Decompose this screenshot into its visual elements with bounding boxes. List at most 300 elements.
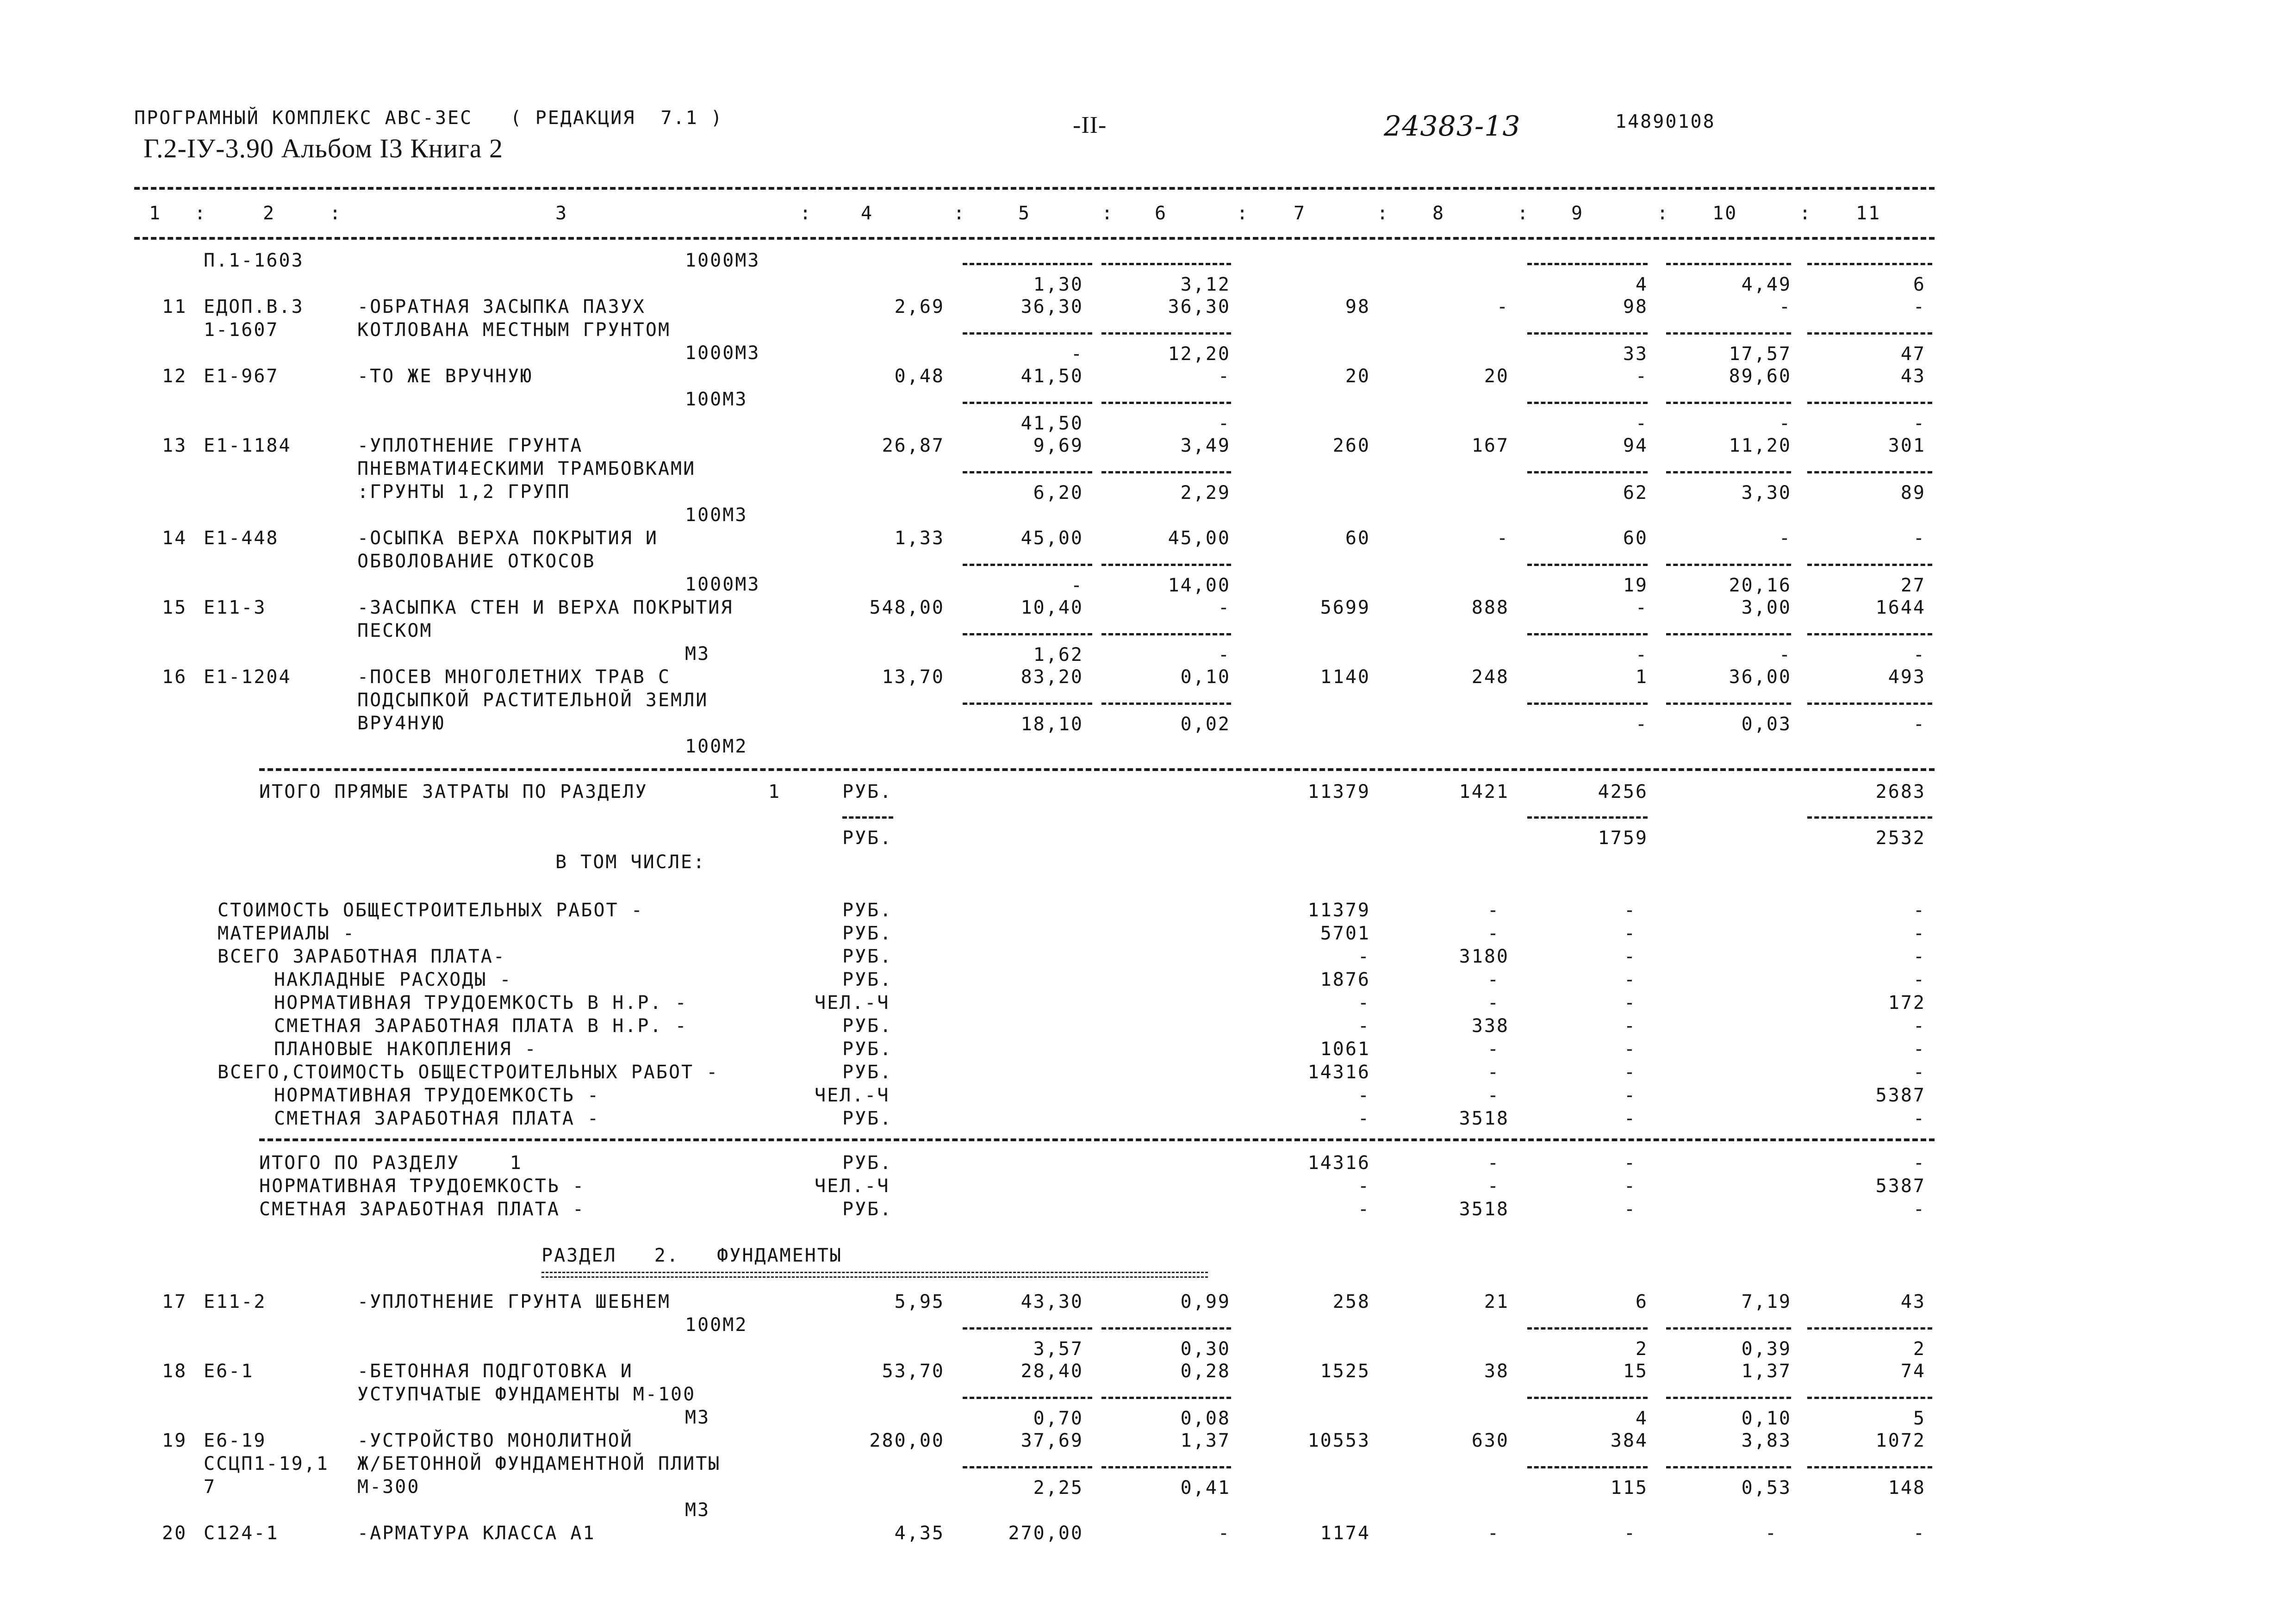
summary-c9: - [1624,900,1636,921]
cell-rule [1807,332,1932,335]
section-total-c8: - [1487,1152,1500,1174]
cell-rule [1527,633,1648,635]
cell-c6-sub: 14,00 [1168,575,1231,596]
cell-c8: - [1496,296,1509,317]
summary-c11: - [1913,1015,1926,1037]
cell-c6: 0,10 [1180,666,1231,688]
cell-c11-sub: - [1913,413,1926,434]
cell-rule [1666,703,1791,705]
cell-c5-sub: 2,25 [1033,1477,1083,1499]
cell-c11: - [1913,296,1926,317]
summary-label: СТОИМОСТЬ ОБЩЕСТРОИТЕЛЬНЫХ РАБОТ - [218,900,644,921]
col-header-7: 7 [1294,203,1307,224]
row-unit: М3 [685,1407,710,1428]
col-sep: : [1237,203,1250,224]
cell-rule [1101,703,1231,705]
row-number: 16 [162,666,187,688]
album-title: Г.2-IУ-3.90 Альбом I3 Книга 2 [143,133,503,163]
row-number: 18 [162,1361,187,1382]
row-name-3: ВРУ4НУЮ [357,713,445,734]
cell-c11-sub: - [1913,714,1926,735]
cell-c5-sub: - [1070,343,1083,365]
header-rule-bottom [134,237,1935,240]
cell-c6: 0,28 [1180,1361,1231,1382]
cell-c8: 888 [1471,597,1509,618]
row-code-3: 7 [204,1476,217,1498]
cell-c10: 36,00 [1729,666,1792,688]
cell-c11: - [1913,1523,1926,1544]
cell-rule [1666,263,1791,265]
cell-rule [1101,263,1231,265]
col-header-6: 6 [1155,203,1168,224]
cell-c6: - [1218,597,1231,618]
summary-unit: РУБ. [842,1038,893,1060]
summary-unit: РУБ. [842,900,893,921]
doc-number: 24383-13 [1384,110,1521,143]
cell-c7: 260 [1332,435,1370,456]
summary-c7: - [1357,1108,1370,1129]
row-name-2: ОБВОЛОВАНИЕ ОТКОСОВ [357,551,596,572]
section-total-c9: - [1624,1199,1636,1220]
summary-c7: - [1357,946,1370,967]
cell-c10: 4,49 [1741,274,1792,295]
row-name-2: КОТЛОВАНА МЕСТНЫМ ГРУНТОМ [357,319,671,341]
cell-c9-sub: 4 [1635,1408,1648,1429]
cell-rule [1807,633,1932,635]
cell-c5: 37,69 [1020,1430,1083,1451]
summary-c8: - [1487,1038,1500,1060]
cell-c5: 270,00 [1008,1523,1083,1544]
summary-c11: - [1913,946,1926,967]
cell-c11-sub: 2 [1913,1338,1926,1360]
cell-rule [963,1397,1092,1399]
summary-c9: - [1624,1085,1636,1106]
summary-label: НОРМАТИВНАЯ ТРУДОЕМКОСТЬ В Н.Р. - [274,992,688,1014]
summary-label: МАТЕРИАЛЫ - [218,923,355,944]
summary-c9: - [1624,1038,1636,1060]
summary-unit: РУБ. [842,1062,893,1083]
cell-c9-sub: - [1635,644,1648,665]
section-total-c9: - [1624,1152,1636,1174]
cell-rule [1527,402,1648,404]
row-code: Е6-1 [204,1361,254,1382]
cell-c11: 1072 [1875,1430,1926,1451]
cell-rule [1527,1397,1648,1399]
cell-rule [1666,1466,1791,1468]
cell-c10-sub: 20,16 [1729,575,1792,596]
cell-rule [1807,402,1932,404]
col-sep: : [800,203,813,224]
row-name: -ЗАСЫПКА СТЕН И ВЕРХА ПОКРЫТИЯ [357,597,734,618]
section-total-rule [259,1138,1935,1141]
cell-rule [1101,402,1231,404]
row-unit: 100М3 [685,389,748,410]
cell-c9: 1 [1635,666,1648,688]
row-name-2: ПНЕВМАТИ4ЕСКИМИ ТРАМБОВКАМИ [357,458,696,479]
cell-rule [1807,263,1932,265]
summary-c7: 5701 [1320,923,1370,944]
cell-c4: 26,87 [882,435,945,456]
cell-c4: 5,95 [894,1291,945,1312]
cell-c6-sub: 12,20 [1168,343,1231,365]
cell-c5: 9,69 [1033,435,1083,456]
section-total-unit: РУБ. [842,1152,893,1174]
cell-c10-sub: 17,57 [1729,343,1792,365]
section-total-label: НОРМАТИВНАЯ ТРУДОЕМКОСТЬ - [259,1175,585,1197]
direct-c11: 2683 [1875,781,1926,802]
cell-c11-sub: 148 [1888,1477,1926,1499]
summary-c11: 5387 [1875,1085,1926,1106]
cell-rule [1527,703,1648,705]
program-title: ПРОГРАМНЫЙ КОМПЛЕКС АВС-ЗЕС ( РЕДАКЦИЯ 7.1 ) [134,107,723,129]
summary-unit: РУБ. [842,969,893,990]
cell-c5: 28,40 [1020,1361,1083,1382]
summary-c11: 172 [1888,992,1926,1014]
cell-c5-sub: 41,50 [1020,413,1083,434]
cell-c7: 1140 [1320,666,1370,688]
section-total-unit: ЧЕЛ.-Ч [815,1175,890,1197]
summary-c8: - [1487,923,1500,944]
cell-c10-sub: 0,53 [1741,1477,1792,1499]
cell-rule [1807,1397,1932,1399]
cell-rule [1666,1327,1791,1330]
cell-c6-sub: 0,08 [1180,1408,1231,1429]
cell-c10: - [1779,528,1792,549]
cell-rule [1527,1466,1648,1468]
summary-c11: - [1913,1062,1926,1083]
direct-c9: 4256 [1598,781,1648,802]
cell-c4: 4,35 [894,1523,945,1544]
cell-c4: 13,70 [882,666,945,688]
cell-c5-sub: 1,62 [1033,644,1083,665]
row-number: 11 [162,296,187,317]
cell-rule [1101,471,1231,473]
direct-costs-unit-2: РУБ. [842,827,893,849]
cell-c10: 7,19 [1741,1291,1792,1312]
cell-c8: 20 [1484,366,1509,387]
direct-costs-unit: РУБ. [842,781,893,802]
section-total-label: ИТОГО ПО РАЗДЕЛУ 1 [259,1152,523,1174]
cell-c9: 15 [1623,1361,1648,1382]
section-total-c8: 3518 [1459,1199,1509,1220]
cell-c5: 36,30 [1020,296,1083,317]
cell-rule [963,1327,1092,1330]
col-sep: : [194,203,207,224]
summary-label: ВСЕГО ЗАРАБОТНАЯ ПЛАТА- [218,946,506,967]
row-number: 14 [162,528,187,549]
row-number: 15 [162,597,187,618]
summary-c9: - [1624,1015,1636,1037]
cell-rule [1527,332,1648,335]
row-unit: 100М2 [685,736,748,757]
cell-rule [1527,564,1648,566]
row-name: -ПОСЕВ МНОГОЛЕТНИХ ТРАВ С [357,666,671,688]
row-name: -УПЛОТНЕНИЕ ГРУНТА ШЕБНЕМ [357,1291,671,1312]
summary-c11: - [1913,923,1926,944]
cell-c11: 1644 [1875,597,1926,618]
cell-rule [1807,1327,1932,1330]
summary-c9: - [1624,1062,1636,1083]
summary-c7: - [1357,992,1370,1014]
summary-c8: 338 [1471,1015,1509,1037]
cell-rule [1666,1397,1791,1399]
page-number: -II- [1073,112,1107,138]
cell-rule [1527,263,1648,265]
cell-c4: 548,00 [869,597,945,618]
cell-c10: 3,00 [1741,597,1792,618]
row-code-2: 1-1607 [204,319,279,341]
col-header-11: 11 [1856,203,1881,224]
direct-costs-section: 1 [768,781,781,802]
row-code: ЕДОП.В.3 [204,296,304,317]
summary-c7: 14316 [1307,1062,1370,1083]
cell-c7: 20 [1345,366,1370,387]
doc-code: 14890108 [1615,111,1716,132]
cell-c4: 2,69 [894,296,945,317]
summary-label: НОРМАТИВНАЯ ТРУДОЕМКОСТЬ - [274,1085,600,1106]
cell-rule [963,564,1092,566]
row-code: Е1-1184 [204,435,292,456]
cell-rule [1666,633,1791,635]
cell-c6: - [1218,366,1231,387]
cell-c5: 10,40 [1020,597,1083,618]
row-number: 19 [162,1430,187,1451]
row-code: Е11-3 [204,597,267,618]
cell-c10: 11,20 [1729,435,1792,456]
cell-c9: 4 [1635,274,1648,295]
row-name-2: Ж/БЕТОННОЙ ФУНДАМЕНТНОЙ ПЛИТЫ [357,1453,721,1474]
cell-c10-sub: 0,39 [1741,1338,1792,1360]
cell-rule [1666,332,1791,335]
cell-rule [1666,471,1791,473]
row-name: -УСТРОЙСТВО МОНОЛИТНОЙ [357,1430,633,1451]
cell-c9: 6 [1635,1291,1648,1312]
col-sep: : [1799,203,1812,224]
cell-rule [1807,816,1932,819]
cell-rule [1101,564,1231,566]
row-unit: 100М2 [685,1314,748,1336]
cell-c5-sub: 18,10 [1020,714,1083,735]
header-rule-top [134,187,1935,190]
cell-c7: 1525 [1320,1361,1370,1382]
cell-rule [963,402,1092,404]
row-unit: 1000М3 [685,250,760,271]
summary-c11: - [1913,1038,1926,1060]
cell-c6: 3,49 [1180,435,1231,456]
cell-c8: 248 [1471,666,1509,688]
cell-c11: 6 [1913,274,1926,295]
summary-c7: 1061 [1320,1038,1370,1060]
row-code: Е1-1204 [204,666,292,688]
section-total-c11: - [1913,1152,1926,1174]
cell-c11: - [1913,528,1926,549]
row-number: 17 [162,1291,187,1312]
col-header-9: 9 [1571,203,1584,224]
cell-c9: 94 [1623,435,1648,456]
cell-c11-sub: 47 [1900,343,1926,365]
section-total-unit: РУБ. [842,1199,893,1220]
summary-c7: 11379 [1307,900,1370,921]
cell-c9: 98 [1623,296,1648,317]
cell-c9-sub: - [1635,413,1648,434]
cell-rule [1807,703,1932,705]
section-total-c9: - [1624,1175,1636,1197]
cell-rule [842,816,893,819]
summary-c11: - [1913,900,1926,921]
cell-rule [963,633,1092,635]
col-sep: : [1377,203,1390,224]
summary-label: НАКЛАДНЫЕ РАСХОДЫ - [274,969,512,990]
row-name: -ТО ЖЕ ВРУЧНУЮ [357,366,533,387]
cell-c6-sub: 2,29 [1180,482,1231,504]
cell-c10: 3,83 [1741,1430,1792,1451]
section-2-underline [541,1272,1208,1278]
cell-c4: 0,48 [894,366,945,387]
cell-c6-sub: 0,41 [1180,1477,1231,1499]
cell-c5-sub: 6,20 [1033,482,1083,504]
cell-c11-sub: 89 [1900,482,1926,504]
summary-c9: - [1624,946,1636,967]
summary-c8: - [1487,969,1500,990]
summary-label: СМЕТНАЯ ЗАРАБОТНАЯ ПЛАТА В Н.Р. - [274,1015,688,1037]
summary-unit: РУБ. [842,946,893,967]
cell-c9-sub: 19 [1623,575,1648,596]
summary-c9: - [1624,923,1636,944]
summary-c9: - [1624,969,1636,990]
cell-rule [1807,564,1932,566]
summary-label: ПЛАНОВЫЕ НАКОПЛЕНИЯ - [274,1038,537,1060]
summary-c8: - [1487,1062,1500,1083]
cell-c7: 60 [1345,528,1370,549]
cell-c4: 53,70 [882,1361,945,1382]
cell-c5: 41,50 [1020,366,1083,387]
summary-c9: - [1624,992,1636,1014]
cell-rule [963,263,1092,265]
cell-c7: 5699 [1320,597,1370,618]
section-total-c8: - [1487,1175,1500,1197]
cell-c5-sub: 3,57 [1033,1338,1083,1360]
row-unit: М3 [685,1499,710,1521]
cell-rule [1101,332,1231,335]
row-name-3: М-300 [357,1476,420,1498]
cell-c11: 74 [1900,1361,1926,1382]
cell-c5-sub: - [1070,575,1083,596]
row-name-2: УСТУПЧАТЫЕ ФУНДАМЕНТЫ М-100 [357,1384,696,1405]
cell-c6-sub: - [1218,644,1231,665]
cell-c6: 0,99 [1180,1291,1231,1312]
cell-c8: 167 [1471,435,1509,456]
col-sep: : [953,203,966,224]
row-code: П.1-1603 [204,250,304,271]
cell-c5: 45,00 [1020,528,1083,549]
row-name: -ОБРАТНАЯ ЗАСЫПКА ПАЗУХ [357,296,646,317]
summary-c11: - [1913,1108,1926,1129]
row-code: С124-1 [204,1523,279,1544]
cell-c9-sub: - [1635,714,1648,735]
cell-c6: 36,30 [1168,296,1231,317]
cell-c9-sub: 62 [1623,482,1648,504]
col-sep: : [1101,203,1114,224]
cell-c11: 493 [1888,666,1926,688]
cell-c9: 60 [1623,528,1648,549]
summary-label: ВСЕГО,СТОИМОСТЬ ОБЩЕСТРОИТЕЛЬНЫХ РАБОТ - [218,1062,719,1083]
cell-c9-sub: 2 [1635,1338,1648,1360]
cell-c11-sub: 27 [1900,575,1926,596]
col-sep: : [1657,203,1670,224]
row-name: -ОСЫПКА ВЕРХА ПОКРЫТИЯ И [357,528,658,549]
cell-c9-sub: 33 [1623,343,1648,365]
direct-costs-label: ИТОГО ПРЯМЫЕ ЗАТРАТЫ ПО РАЗДЕЛУ [259,781,648,802]
summary-unit: ЧЕЛ.-Ч [815,1085,890,1106]
row-code-2: ССЦП1-19,1 [204,1453,329,1474]
row-unit: М3 [685,643,710,665]
cell-c8: - [1487,1523,1500,1544]
cell-rule [963,703,1092,705]
cell-c9: - [1635,366,1648,387]
cell-c4: 1,33 [894,528,945,549]
summary-c9: - [1624,1108,1636,1129]
col-header-4: 4 [861,203,874,224]
cell-rule [1527,1327,1648,1330]
cell-c7: 98 [1345,296,1370,317]
cell-c11: 43 [1900,1291,1926,1312]
section-total-label: СМЕТНАЯ ЗАРАБОТНАЯ ПЛАТА - [259,1199,585,1220]
cell-c11-sub: 5 [1913,1408,1926,1429]
cell-c7: 258 [1332,1291,1370,1312]
cell-c9: - [1624,1523,1636,1544]
section-2-title: РАЗДЕЛ 2. ФУНДАМЕНТЫ [541,1245,842,1266]
cell-c7: 1174 [1320,1523,1370,1544]
col-header-5: 5 [1018,203,1031,224]
totals-rule-top [259,768,1935,771]
cell-c10: 1,37 [1741,1361,1792,1382]
cell-rule [1666,402,1791,404]
row-name: -АРМАТУРА КЛАССА А1 [357,1523,596,1544]
summary-unit: ЧЕЛ.-Ч [815,992,890,1014]
cell-c4: 280,00 [869,1430,945,1451]
row-name: -БЕТОННАЯ ПОДГОТОВКА И [357,1361,633,1382]
cell-rule [1666,564,1791,566]
cell-c10: - [1779,296,1792,317]
cell-rule [963,1466,1092,1468]
row-code: Е11-2 [204,1291,267,1312]
cell-rule [1527,816,1648,819]
cell-c5-sub: 0,70 [1033,1408,1083,1429]
direct-c9-sub: 1759 [1598,827,1648,849]
cell-c10: - [1765,1523,1778,1544]
cell-c7: 10553 [1307,1430,1370,1451]
row-code: Е6-19 [204,1430,267,1451]
row-number: 13 [162,435,187,456]
row-unit: 100М3 [685,504,748,526]
cell-rule [1101,633,1231,635]
cell-c10-sub: 3,30 [1741,482,1792,504]
cell-c5: 83,20 [1020,666,1083,688]
row-unit: 1000М3 [685,342,760,364]
cell-rule [1101,1327,1231,1330]
cell-c10-sub: 0,10 [1741,1408,1792,1429]
row-number: 12 [162,366,187,387]
row-code: Е1-967 [204,366,279,387]
row-name-2: ПЕСКОМ [357,620,433,641]
row-name: -УПЛОТНЕНИЕ ГРУНТА [357,435,583,456]
col-header-10: 10 [1712,203,1738,224]
summary-c7: - [1357,1015,1370,1037]
cell-c10-sub: - [1779,413,1792,434]
cell-c6-sub: 0,02 [1180,714,1231,735]
cell-c6: 3,12 [1180,274,1231,295]
section-total-c7: - [1357,1199,1370,1220]
